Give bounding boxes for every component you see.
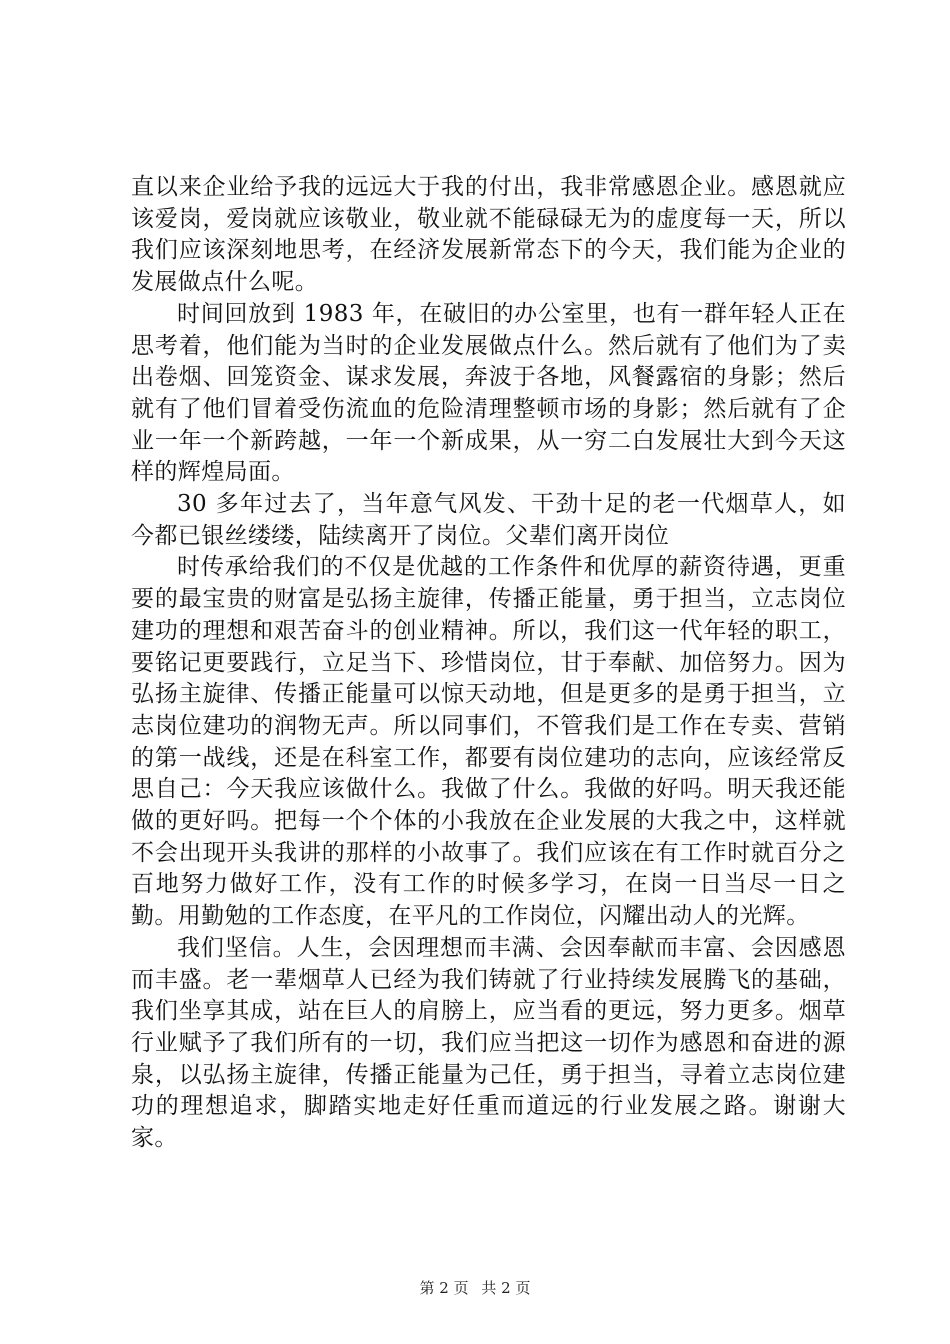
page-footer [0, 1278, 950, 1298]
paragraph-5: 我们坚信。人生，会因理想而丰满、会因奉献而丰富、会因感恩而丰盛。老一辈烟草人已经为我们铸就了行业持续发展腾飞的基础，我们坐享其成，站在巨人的肩膀上，应当看的更远，努力更多。烟草行业赋予了我们所有的一切，我们应当把这一切作为感恩和奋进的源泉，以弘扬主旋律，传播正能量为己任，勇于担当，寻着立志岗位建功的理想追求，脚踏实地走好任重而道远的行业发展之路。谢谢大家。 [131, 934, 846, 1152]
paragraph-1: 直以来企业给予我的远远大于我的付出，我非常感恩企业。感恩就应该爱岗，爱岗就应该敬业，敬业就不能碌碌无为的虚度每一天，所以我们应该深刻地思考，在经济发展新常态下的今天，我们能为企业的发展做点什么呢。 [131, 174, 846, 296]
page-number: 第 2 页 [419, 1279, 469, 1297]
page-total: 共 2 页 [481, 1279, 531, 1297]
paragraph-2: 时间回放到 1983 年，在破旧的办公室里，也有一群年轻人正在思考着，他们能为当时的企业发展做点什么。然后就有了他们为了卖出卷烟、回笼资金、谋求发展，奔波于各地，风餐露宿的身影；然后就有了他们冒着受伤流血的危险清理整顿市场的身影；然后就有了企业一年一个新跨越，一年一个新成果，从一穷二白发展壮大到今天这样的辉煌局面。 [131, 300, 846, 486]
paragraph-4: 时传承给我们的不仅是优越的工作条件和优厚的薪资待遇，更重要的最宝贵的财富是弘扬主旋律，传播正能量，勇于担当，立志岗位建功的理想和艰苦奋斗的创业精神。所以，我们这一代年轻的职工，要铭记更要践行，立足当下、珍惜岗位，甘于奉献、加倍努力。因为弘扬主旋律、传播正能量可以惊天动地，但是更多的是勇于担当，立志岗位建功的润物无声。所以同事们，不管我们是工作在专卖、营销的第一战线，还是在科室工作，都要有岗位建功的志向，应该经常反思自己：今天我应该做什么。我做了什么。我做的好吗。明天我还能做的更好吗。把每一个个体的小我放在企业发展的大我之中，这样就不会出现开头我讲的那样的小故事了。我们应该在有工作时就百分之百地努力做好工作，没有工作的时候多学习，在岗一日当尽一日之勤。用勤勉的工作态度，在平凡的工作岗位，闪耀出动人的光辉。 [131, 554, 846, 930]
document-body [131, 172, 846, 1155]
paragraph-3: 30 多年过去了，当年意气风发、干劲十足的老一代烟草人，如今都已银丝缕缕，陆续离开了岗位。父辈们离开岗位 [131, 491, 846, 549]
